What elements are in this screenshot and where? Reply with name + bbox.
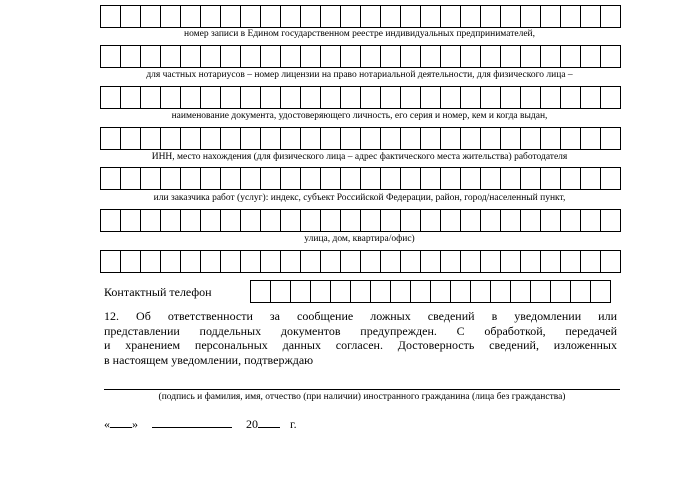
- input-cell[interactable]: [571, 281, 591, 302]
- input-cell[interactable]: [281, 46, 301, 67]
- input-cell[interactable]: [161, 168, 181, 189]
- caption-egrip-number: номер записи в Едином государственном реестре индивидуальных предпринимателей,: [183, 29, 535, 39]
- input-cell[interactable]: [241, 251, 261, 272]
- input-cell[interactable]: [381, 210, 401, 231]
- input-cell[interactable]: [401, 210, 421, 231]
- input-cell[interactable]: [181, 46, 201, 67]
- input-cell[interactable]: [371, 281, 391, 302]
- input-cell[interactable]: [441, 87, 461, 108]
- input-cell[interactable]: [121, 87, 141, 108]
- input-cell[interactable]: [401, 251, 421, 272]
- statement-line-1: 12. Об ответственности за сообщение ложных сведений в уведомлении или: [104, 309, 617, 323]
- input-cell[interactable]: [561, 210, 581, 231]
- input-cell[interactable]: [251, 281, 271, 302]
- input-cell[interactable]: [541, 46, 561, 67]
- input-cell[interactable]: [261, 168, 281, 189]
- input-cell[interactable]: [401, 128, 421, 149]
- input-cell[interactable]: [581, 87, 601, 108]
- input-cell[interactable]: [541, 6, 561, 27]
- input-cell[interactable]: [361, 128, 381, 149]
- input-cell[interactable]: [321, 87, 341, 108]
- input-cell[interactable]: [381, 46, 401, 67]
- caption-address-region: или заказчика работ (услуг): индекс, субъект Российской Федерации, район, город/населенный пункт,: [153, 193, 566, 203]
- input-cell[interactable]: [101, 128, 121, 149]
- cell-row-3[interactable]: [100, 86, 621, 109]
- input-cell[interactable]: [241, 128, 261, 149]
- input-cell[interactable]: [391, 281, 411, 302]
- input-cell[interactable]: [181, 210, 201, 231]
- input-cell[interactable]: [281, 6, 301, 27]
- input-cell[interactable]: [301, 46, 321, 67]
- input-cell[interactable]: [281, 210, 301, 231]
- input-cell[interactable]: [441, 168, 461, 189]
- input-cell[interactable]: [321, 6, 341, 27]
- input-cell[interactable]: [181, 168, 201, 189]
- input-cell[interactable]: [421, 128, 441, 149]
- input-cell[interactable]: [201, 210, 221, 231]
- date-year-suffix: г.: [290, 417, 297, 431]
- input-cell[interactable]: [141, 46, 161, 67]
- input-cell[interactable]: [101, 87, 121, 108]
- input-cell[interactable]: [321, 128, 341, 149]
- statement-line-3: и хранением персональных данных согласен. Достоверность сведений, изложенных: [104, 338, 617, 353]
- input-cell[interactable]: [281, 251, 301, 272]
- date-close-quote: »: [132, 417, 138, 431]
- input-cell[interactable]: [581, 6, 601, 27]
- cell-row-7[interactable]: [100, 250, 621, 273]
- input-cell[interactable]: [181, 6, 201, 27]
- input-cell[interactable]: [461, 210, 481, 231]
- caption-notary-license: для частных нотариусов – номер лицензии на право нотариальной деятельности, для физического лица –: [146, 70, 573, 80]
- input-cell[interactable]: [541, 210, 561, 231]
- input-cell[interactable]: [161, 210, 181, 231]
- input-cell[interactable]: [501, 87, 521, 108]
- input-cell[interactable]: [581, 210, 601, 231]
- input-cell[interactable]: [541, 168, 561, 189]
- input-cell[interactable]: [281, 168, 301, 189]
- input-cell[interactable]: [381, 128, 401, 149]
- input-cell[interactable]: [341, 210, 361, 231]
- input-cell[interactable]: [221, 128, 241, 149]
- input-cell[interactable]: [121, 128, 141, 149]
- input-cell[interactable]: [561, 251, 581, 272]
- input-cell[interactable]: [601, 87, 621, 108]
- input-cell[interactable]: [271, 281, 291, 302]
- input-cell[interactable]: [501, 168, 521, 189]
- input-cell[interactable]: [521, 87, 541, 108]
- date-year-prefix: 20: [246, 417, 258, 431]
- input-cell[interactable]: [561, 6, 581, 27]
- input-cell[interactable]: [501, 210, 521, 231]
- input-cell[interactable]: [241, 168, 261, 189]
- input-cell[interactable]: [551, 281, 571, 302]
- input-cell[interactable]: [261, 210, 281, 231]
- input-cell[interactable]: [541, 251, 561, 272]
- input-cell[interactable]: [461, 128, 481, 149]
- input-cell[interactable]: [421, 168, 441, 189]
- input-cell[interactable]: [341, 46, 361, 67]
- input-cell[interactable]: [531, 281, 551, 302]
- input-cell[interactable]: [461, 168, 481, 189]
- input-cell[interactable]: [481, 168, 501, 189]
- input-cell[interactable]: [481, 251, 501, 272]
- input-cell[interactable]: [521, 168, 541, 189]
- phone-label: Контактный телефон: [104, 285, 212, 299]
- date-year-field[interactable]: [258, 416, 280, 428]
- input-cell[interactable]: [161, 46, 181, 67]
- input-cell[interactable]: [541, 87, 561, 108]
- caption-inn-location: ИНН, место нахождения (для физического лица – адрес фактического места жительства) работодателя: [151, 152, 568, 162]
- input-cell[interactable]: [181, 251, 201, 272]
- input-cell[interactable]: [121, 46, 141, 67]
- input-cell[interactable]: [361, 210, 381, 231]
- input-cell[interactable]: [461, 87, 481, 108]
- input-cell[interactable]: [441, 46, 461, 67]
- statement-paragraph: [104, 309, 617, 367]
- input-cell[interactable]: [301, 87, 321, 108]
- input-cell[interactable]: [281, 87, 301, 108]
- input-cell[interactable]: [441, 251, 461, 272]
- input-cell[interactable]: [461, 46, 481, 67]
- input-cell[interactable]: [331, 281, 351, 302]
- input-cell[interactable]: [361, 251, 381, 272]
- input-cell[interactable]: [481, 210, 501, 231]
- input-cell[interactable]: [161, 251, 181, 272]
- input-cell[interactable]: [291, 281, 311, 302]
- input-cell[interactable]: [241, 87, 261, 108]
- input-cell[interactable]: [481, 46, 501, 67]
- input-cell[interactable]: [501, 6, 521, 27]
- input-cell[interactable]: [321, 46, 341, 67]
- input-cell[interactable]: [591, 281, 611, 302]
- input-cell[interactable]: [361, 168, 381, 189]
- input-cell[interactable]: [401, 6, 421, 27]
- input-cell[interactable]: [481, 128, 501, 149]
- input-cell[interactable]: [521, 128, 541, 149]
- input-cell[interactable]: [201, 6, 221, 27]
- input-cell[interactable]: [501, 128, 521, 149]
- input-cell[interactable]: [521, 6, 541, 27]
- input-cell[interactable]: [341, 87, 361, 108]
- input-cell[interactable]: [401, 168, 421, 189]
- caption-address-street: улица, дом, квартира/офис): [304, 234, 415, 244]
- input-cell[interactable]: [201, 46, 221, 67]
- input-cell[interactable]: [321, 168, 341, 189]
- input-cell[interactable]: [421, 87, 441, 108]
- input-cell[interactable]: [421, 46, 441, 67]
- date-month-field[interactable]: [152, 416, 232, 428]
- input-cell[interactable]: [321, 251, 341, 272]
- input-cell[interactable]: [401, 46, 421, 67]
- input-cell[interactable]: [601, 46, 621, 67]
- input-cell[interactable]: [101, 251, 121, 272]
- input-cell[interactable]: [521, 46, 541, 67]
- input-cell[interactable]: [101, 168, 121, 189]
- date-row: [104, 416, 297, 431]
- date-open-quote: «: [104, 417, 110, 431]
- input-cell[interactable]: [301, 251, 321, 272]
- input-cell[interactable]: [461, 6, 481, 27]
- input-cell[interactable]: [221, 210, 241, 231]
- input-cell[interactable]: [121, 168, 141, 189]
- statement-line-4: в настоящем уведомлении, подтверждаю: [104, 352, 314, 367]
- input-cell[interactable]: [261, 6, 281, 27]
- input-cell[interactable]: [521, 210, 541, 231]
- input-cell[interactable]: [361, 87, 381, 108]
- input-cell[interactable]: [461, 251, 481, 272]
- input-cell[interactable]: [501, 46, 521, 67]
- signature-line[interactable]: [104, 389, 620, 390]
- input-cell[interactable]: [311, 281, 331, 302]
- input-cell[interactable]: [101, 6, 121, 27]
- input-cell[interactable]: [201, 87, 221, 108]
- input-cell[interactable]: [361, 46, 381, 67]
- input-cell[interactable]: [121, 6, 141, 27]
- input-cell[interactable]: [541, 128, 561, 149]
- input-cell[interactable]: [261, 46, 281, 67]
- input-cell[interactable]: [481, 87, 501, 108]
- input-cell[interactable]: [181, 128, 201, 149]
- input-cell[interactable]: [301, 168, 321, 189]
- input-cell[interactable]: [301, 6, 321, 27]
- input-cell[interactable]: [441, 128, 461, 149]
- input-cell[interactable]: [501, 251, 521, 272]
- input-cell[interactable]: [161, 128, 181, 149]
- input-cell[interactable]: [581, 46, 601, 67]
- input-cell[interactable]: [481, 6, 501, 27]
- input-cell[interactable]: [281, 128, 301, 149]
- input-cell[interactable]: [491, 281, 511, 302]
- input-cell[interactable]: [511, 281, 531, 302]
- input-cell[interactable]: [241, 210, 261, 231]
- cell-row-1[interactable]: [100, 5, 621, 28]
- input-cell[interactable]: [561, 87, 581, 108]
- input-cell[interactable]: [141, 87, 161, 108]
- input-cell[interactable]: [101, 210, 121, 231]
- input-cell[interactable]: [141, 168, 161, 189]
- input-cell[interactable]: [341, 6, 361, 27]
- cell-row-6[interactable]: [100, 209, 621, 232]
- cell-row-5[interactable]: [100, 167, 621, 190]
- input-cell[interactable]: [411, 281, 431, 302]
- input-cell[interactable]: [141, 128, 161, 149]
- input-cell[interactable]: [471, 281, 491, 302]
- input-cell[interactable]: [301, 128, 321, 149]
- input-cell[interactable]: [261, 251, 281, 272]
- input-cell[interactable]: [441, 210, 461, 231]
- input-cell[interactable]: [221, 251, 241, 272]
- input-cell[interactable]: [241, 6, 261, 27]
- caption-identity-document: наименование документа, удостоверяющего личность, его серия и номер, кем и когда выдан,: [171, 111, 548, 121]
- input-cell[interactable]: [601, 128, 621, 149]
- input-cell[interactable]: [381, 87, 401, 108]
- phone-cells[interactable]: [250, 280, 611, 303]
- input-cell[interactable]: [601, 210, 621, 231]
- input-cell[interactable]: [121, 210, 141, 231]
- statement-line-2: представлении поддельных документов предупрежден. С обработкой, передачей: [104, 323, 617, 338]
- input-cell[interactable]: [361, 6, 381, 27]
- input-cell[interactable]: [241, 46, 261, 67]
- input-cell[interactable]: [581, 251, 601, 272]
- input-cell[interactable]: [201, 168, 221, 189]
- input-cell[interactable]: [381, 251, 401, 272]
- input-cell[interactable]: [341, 251, 361, 272]
- input-cell[interactable]: [181, 87, 201, 108]
- input-cell[interactable]: [381, 168, 401, 189]
- input-cell[interactable]: [341, 128, 361, 149]
- input-cell[interactable]: [421, 6, 441, 27]
- input-cell[interactable]: [451, 281, 471, 302]
- input-cell[interactable]: [261, 87, 281, 108]
- input-cell[interactable]: [261, 128, 281, 149]
- input-cell[interactable]: [141, 251, 161, 272]
- input-cell[interactable]: [121, 251, 141, 272]
- input-cell[interactable]: [401, 87, 421, 108]
- input-cell[interactable]: [161, 6, 181, 27]
- input-cell[interactable]: [301, 210, 321, 231]
- input-cell[interactable]: [581, 128, 601, 149]
- input-cell[interactable]: [221, 6, 241, 27]
- input-cell[interactable]: [141, 210, 161, 231]
- input-cell[interactable]: [561, 128, 581, 149]
- input-cell[interactable]: [601, 168, 621, 189]
- date-day-field[interactable]: [110, 416, 132, 428]
- input-cell[interactable]: [221, 168, 241, 189]
- cell-row-4[interactable]: [100, 127, 621, 150]
- input-cell[interactable]: [351, 281, 371, 302]
- input-cell[interactable]: [521, 251, 541, 272]
- input-cell[interactable]: [221, 46, 241, 67]
- input-cell[interactable]: [221, 87, 241, 108]
- input-cell[interactable]: [201, 128, 221, 149]
- input-cell[interactable]: [441, 6, 461, 27]
- input-cell[interactable]: [421, 210, 441, 231]
- signature-caption: (подпись и фамилия, имя, отчество (при наличии) иностранного гражданина (лица без гражданства): [158, 392, 566, 402]
- cell-row-2[interactable]: [100, 45, 621, 68]
- input-cell[interactable]: [321, 210, 341, 231]
- input-cell[interactable]: [581, 168, 601, 189]
- input-cell[interactable]: [141, 6, 161, 27]
- input-cell[interactable]: [101, 46, 121, 67]
- input-cell[interactable]: [561, 168, 581, 189]
- input-cell[interactable]: [421, 251, 441, 272]
- input-cell[interactable]: [201, 251, 221, 272]
- input-cell[interactable]: [381, 6, 401, 27]
- input-cell[interactable]: [601, 6, 621, 27]
- input-cell[interactable]: [561, 46, 581, 67]
- input-cell[interactable]: [601, 251, 621, 272]
- input-cell[interactable]: [341, 168, 361, 189]
- input-cell[interactable]: [161, 87, 181, 108]
- input-cell[interactable]: [431, 281, 451, 302]
